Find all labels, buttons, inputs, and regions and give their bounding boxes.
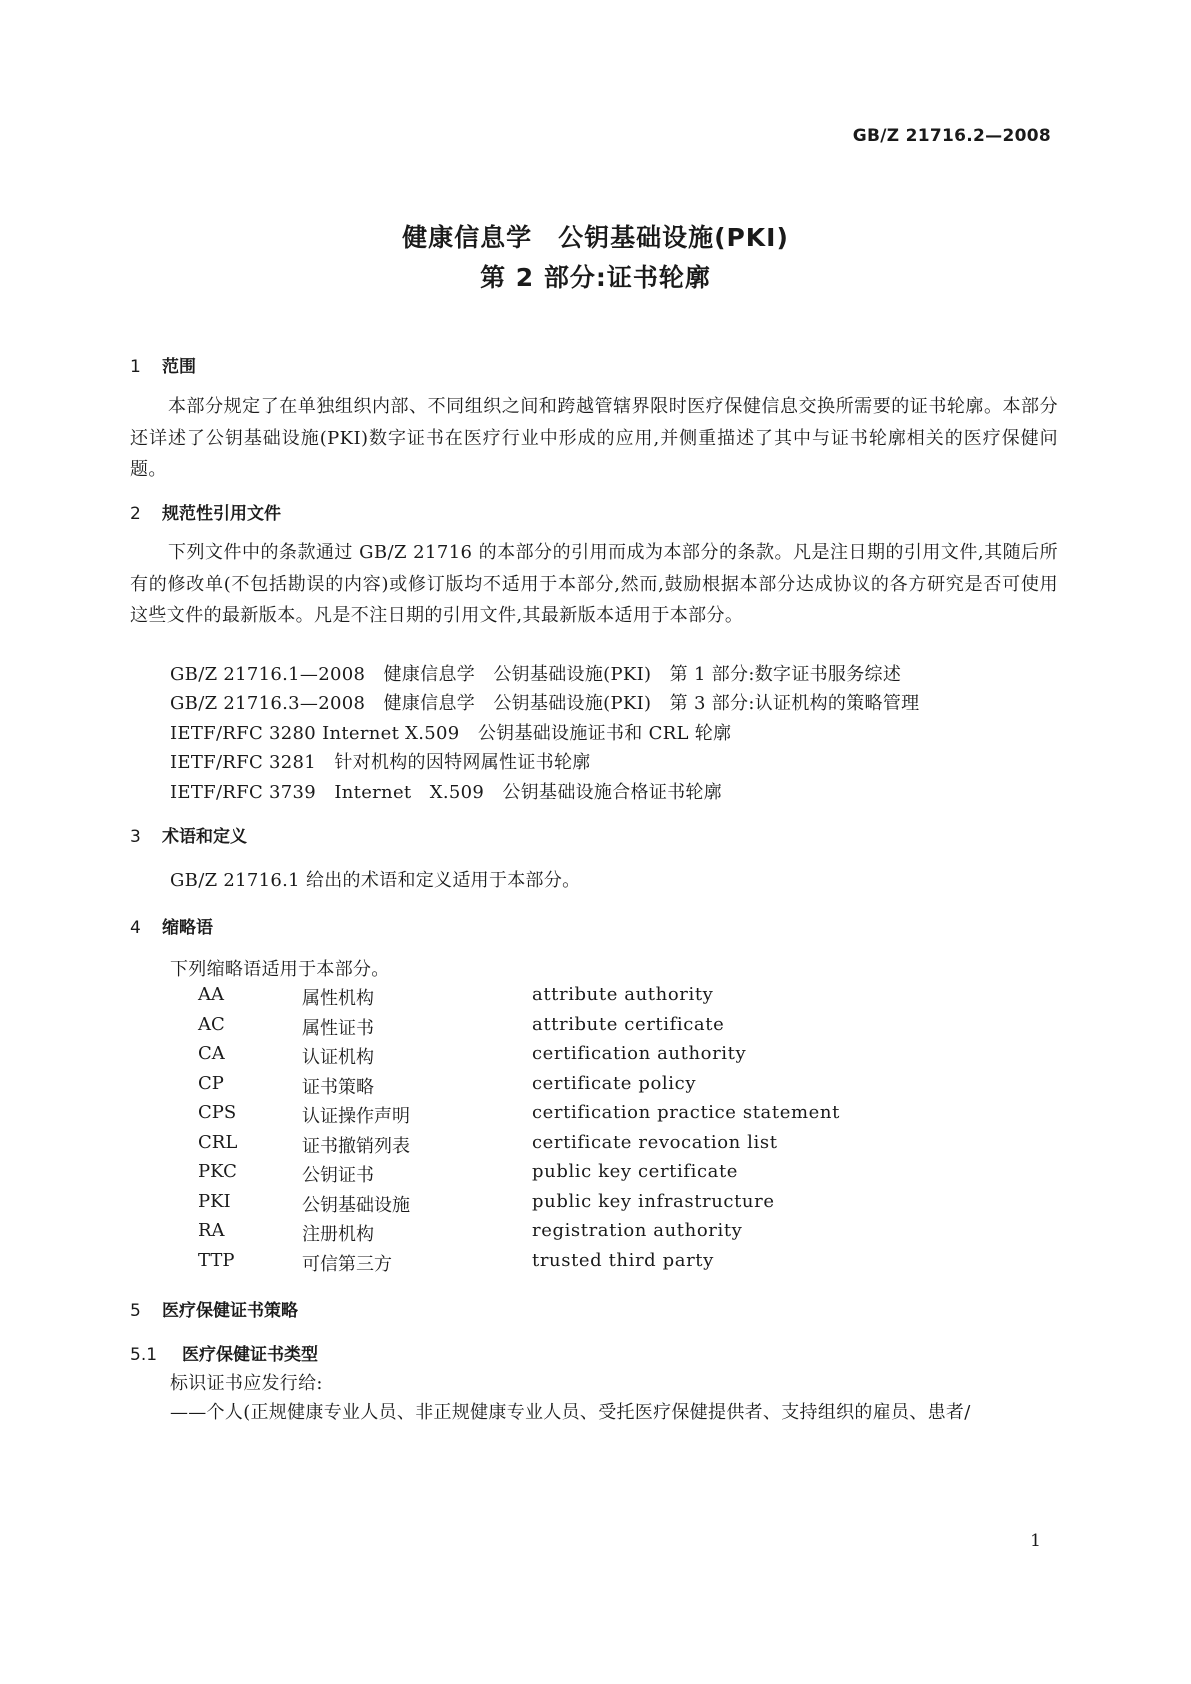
abbreviation: CA bbox=[198, 1043, 225, 1064]
section-1-heading bbox=[130, 352, 196, 377]
abbreviation-row bbox=[0, 1250, 1191, 1280]
abbreviation-row bbox=[0, 1161, 1191, 1191]
reference-item: GB/Z 21716.1—2008 健康信息学 公钥基础设施(PKI) 第 1 部分:数字证书服务综述 bbox=[170, 664, 902, 685]
section-5-1-heading bbox=[130, 1340, 318, 1365]
abbreviation: CRL bbox=[198, 1132, 238, 1153]
section-3-heading bbox=[130, 822, 247, 847]
abbreviation-chinese: 公钥证书 bbox=[302, 1165, 374, 1186]
abbreviation-row bbox=[0, 1102, 1191, 1132]
section-5-1-paragraph: 标识证书应发行给: bbox=[170, 1373, 323, 1394]
abbreviation-chinese: 认证操作声明 bbox=[302, 1106, 410, 1127]
section-number: 5.1 bbox=[130, 1345, 158, 1365]
section-number: 4 bbox=[130, 918, 141, 938]
section-4-intro: 下列缩略语适用于本部分。 bbox=[170, 959, 390, 980]
abbreviation: CP bbox=[198, 1073, 224, 1094]
section-title: 缩略语 bbox=[162, 918, 213, 938]
abbreviation-english: registration authority bbox=[532, 1220, 743, 1241]
abbreviation-chinese: 证书策略 bbox=[302, 1077, 374, 1098]
abbreviation: AA bbox=[198, 984, 224, 1005]
abbreviation-english: attribute authority bbox=[532, 984, 714, 1005]
abbreviation-chinese: 可信第三方 bbox=[302, 1254, 392, 1275]
reference-item: IETF/RFC 3739 Internet X.509 公钥基础设施合格证书轮廓 bbox=[170, 782, 723, 803]
document-subtitle: 第 2 部分:证书轮廓 bbox=[480, 263, 711, 292]
abbreviation: RA bbox=[198, 1220, 225, 1241]
section-number: 5 bbox=[130, 1301, 141, 1321]
abbreviation-row bbox=[0, 1132, 1191, 1162]
abbreviation-chinese: 认证机构 bbox=[302, 1047, 374, 1068]
abbreviation-chinese: 证书撤销列表 bbox=[302, 1136, 410, 1157]
abbreviation-row bbox=[0, 1014, 1191, 1044]
section-number: 2 bbox=[130, 504, 141, 524]
section-5-heading bbox=[130, 1296, 298, 1321]
abbreviation-english: certificate policy bbox=[532, 1073, 697, 1094]
section-5-1-list-item: ——个人(正规健康专业人员、非正规健康专业人员、受托医疗保健提供者、支持组织的雇员、患者/ bbox=[170, 1402, 971, 1423]
abbreviation-chinese: 注册机构 bbox=[302, 1224, 374, 1245]
abbreviation-row bbox=[0, 1073, 1191, 1103]
page-number: 1 bbox=[1030, 1531, 1041, 1551]
abbreviation-english: certificate revocation list bbox=[532, 1132, 778, 1153]
abbreviation-row bbox=[0, 1220, 1191, 1250]
abbreviation-english: public key certificate bbox=[532, 1161, 739, 1182]
section-3-paragraph: GB/Z 21716.1 给出的术语和定义适用于本部分。 bbox=[170, 870, 581, 891]
section-2-paragraph: 下列文件中的条款通过 GB/Z 21716 的本部分的引用而成为本部分的条款。凡是注日期的引用文件,其随后所有的修改单(不包括勘误的内容)或修订版均不适用于本部分,然而,鼓励根据本部分达成协议的各方研究是否可使用这些文件的最新版本。凡是不注日期的引用文件,其最新版本适用于本部分。 bbox=[130, 542, 1058, 626]
reference-item: IETF/RFC 3281 针对机构的因特网属性证书轮廓 bbox=[170, 752, 591, 773]
abbreviation-row bbox=[0, 1191, 1191, 1221]
section-number: 1 bbox=[130, 357, 141, 377]
abbreviation-english: public key infrastructure bbox=[532, 1191, 775, 1212]
section-4-heading bbox=[130, 913, 213, 938]
abbreviation-row bbox=[0, 984, 1191, 1014]
reference-item: IETF/RFC 3280 Internet X.509 公钥基础设施证书和 CRL 轮廓 bbox=[170, 723, 732, 744]
abbreviation: AC bbox=[198, 1014, 225, 1035]
section-number: 3 bbox=[130, 827, 141, 847]
section-1-paragraph: 本部分规定了在单独组织内部、不同组织之间和跨越管辖界限时医疗保健信息交换所需要的证书轮廓。本部分还详述了公钥基础设施(PKI)数字证书在医疗行业中形成的应用,并侧重描述了其中与证书轮廓相关的医疗保健问题。 bbox=[130, 396, 1058, 480]
abbreviation-chinese: 公钥基础设施 bbox=[302, 1195, 410, 1216]
abbreviation: CPS bbox=[198, 1102, 237, 1123]
abbreviation-chinese: 属性机构 bbox=[302, 988, 374, 1009]
document-title: 健康信息学 公钥基础设施(PKI) bbox=[402, 223, 789, 252]
abbreviation-english: certification practice statement bbox=[532, 1102, 840, 1123]
abbreviation-english: trusted third party bbox=[532, 1250, 714, 1271]
abbreviation-row bbox=[0, 1043, 1191, 1073]
section-title: 范围 bbox=[162, 357, 196, 377]
reference-item: GB/Z 21716.3—2008 健康信息学 公钥基础设施(PKI) 第 3 部分:认证机构的策略管理 bbox=[170, 693, 920, 714]
section-title: 医疗保健证书类型 bbox=[182, 1345, 318, 1365]
abbreviation: PKC bbox=[198, 1161, 237, 1182]
section-title: 医疗保健证书策略 bbox=[162, 1301, 298, 1321]
abbreviation-chinese: 属性证书 bbox=[302, 1018, 374, 1039]
abbreviation-english: certification authority bbox=[532, 1043, 747, 1064]
section-title: 术语和定义 bbox=[162, 827, 247, 847]
abbreviation: PKI bbox=[198, 1191, 231, 1212]
abbreviation-english: attribute certificate bbox=[532, 1014, 725, 1035]
section-2-heading bbox=[130, 499, 281, 524]
standard-code: GB/Z 21716.2—2008 bbox=[852, 126, 1051, 146]
abbreviation: TTP bbox=[198, 1250, 235, 1271]
section-title: 规范性引用文件 bbox=[162, 504, 281, 524]
